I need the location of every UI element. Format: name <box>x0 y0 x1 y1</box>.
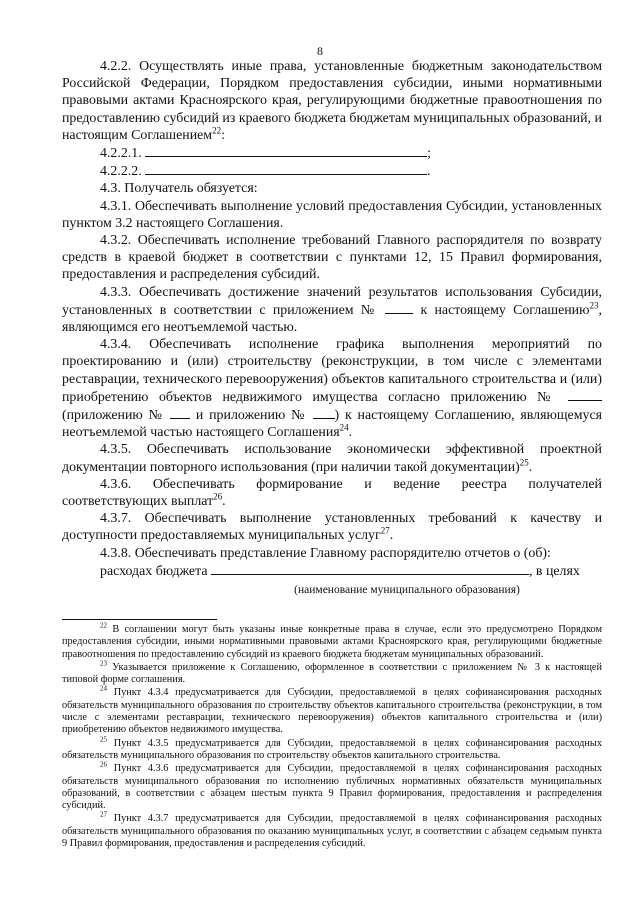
page-number: 8 <box>317 44 323 58</box>
blank-line <box>145 144 427 157</box>
footnote-divider <box>62 619 217 620</box>
clause-4-2-2: 4.2.2. Осуществлять иные права, установленные бюджетным законодательством Российской Федерации, Порядком предоставления субсидии, иными нормативными правовыми актами Красноярского края, регулирующими бюджетные правоотношения по предоставлению субсидий из краевого бюджета бюджетам муниципальных образований, и настоящим Соглашением$^{22}$: <box>62 59 602 143</box>
footnote-25: $^{25}$ Пункт 4.3.5 предусматривается для Субсидии, предоставляемой в целях софинансирования расходных обязательств муниципального образования по строительству объектов капитального строительства. <box>62 735 602 761</box>
footnote-24: $^{24}$ Пункт 4.3.4 предусматривается для Субсидии, предоставляемой в целях софинансирования расходных обязательств муниципального образования по строительству объектов капитального строительства (реконструкции, в том числе с элементами реставрации, технического перевооружения) объектов капитального строительства и (или) приобретению объектов недвижимого имущества. <box>62 685 602 736</box>
footnote-ref-22[interactable]: 22 <box>212 125 222 136</box>
blank-line <box>170 406 190 419</box>
footnote-26: $^{26}$ Пункт 4.3.6 предусматривается для Субсидии, предоставляемой в целях софинансирования расходных обязательств муниципального образования по исполнению публичных нормативных обязательств муниципальных образований, в соответствии с абзацем шестым пункта 9 Правил формирования, предоставления и распределения субсидий. <box>62 760 602 812</box>
footnote-ref-25[interactable]: 25 <box>519 457 529 468</box>
blank-line <box>385 301 413 314</box>
footnote-ref-24[interactable]: 24 <box>339 422 349 433</box>
clause-4-3-1: 4.3.1. Обеспечивать выполнение условий предоставления Субсидии, установленных пунктом 3.2 настоящего Соглашения. <box>62 198 602 231</box>
clause-4-3-2: 4.3.2. Обеспечивать исполнение требований Главного распорядителя по возврату средств в краевой бюджет в соответствии с пунктами 12, 15 Правил формирования, предоставления и распределения субсидий. <box>62 233 602 283</box>
footnote-27: $^{27}$ Пункт 4.3.7 предусматривается для Субсидии, предоставляемой в целях софинансирования расходных обязательств муниципального образования по оказанию муниципальных услуг, в соответствии с абзацем седьмым пункта 9 Правил формирования, предоставления и распределения субсидий. <box>62 811 602 850</box>
footnote-ref-23[interactable]: 23 <box>589 300 599 311</box>
field-caption: (наименование муниципального образования) <box>294 584 520 597</box>
clause-4-2-2-2: 4.2.2.2. . <box>100 164 431 180</box>
blank-line <box>568 388 602 401</box>
clause-4-3-3: 4.3.3. Обеспечивать достижение значений результатов использования Субсидии, установленных в соответствии с приложением № к настоящему Соглашению$^{23}$, являющимся его неотъемлемой частью. <box>62 284 602 336</box>
blank-line <box>313 406 335 419</box>
footnote-ref-26[interactable]: 26 <box>213 491 223 502</box>
clause-4-3-8: 4.3.8. Обеспечивать представление Главному распорядителю отчетов о (об): <box>100 545 551 561</box>
clause-4-2-2-1: 4.2.2.1. ; <box>100 146 432 162</box>
blank-line <box>145 162 427 175</box>
clause-4-3-6: 4.3.6. Обеспечивать формирование и ведение реестра получателей соответствующих выплат$^{26}$. <box>62 476 602 510</box>
clause-4-3: 4.3. Получатель обязуется: <box>100 181 258 197</box>
footnotes <box>62 621 603 851</box>
clause-4-3-5: 4.3.5. Обеспечивать использование экономически эффективной проектной документации повторного использования (при наличии такой документации)$^{25}$. <box>62 442 602 475</box>
document-body <box>62 58 602 599</box>
footnote-23: $^{23}$ Указывается приложение к Соглашению, оформленное в соответствии с приложением № 3 к настоящей типовой форме соглашения. <box>62 659 602 686</box>
clause-4-3-8-budget: расходах бюджета , в целях <box>100 563 580 579</box>
footnote-ref-27[interactable]: 27 <box>380 525 390 536</box>
clause-4-3-7: 4.3.7. Обеспечивать выполнение установленных требований к качеству и доступности предоставляемых муниципальных услуг$^{27}$. <box>62 511 602 544</box>
footnote-22: $^{22}$ В соглашении могут быть указаны иные конкретные права в случае, если это предусмотрено Порядком предоставления субсидии, иными нормативными правовыми актами Красноярского края, регулирующими бюджетные правоотношения по предоставлению субсидий из краевого бюджета бюджетам муниципальных образований. <box>62 621 603 660</box>
clause-4-3-4: 4.3.4. Обеспечивать исполнение графика выполнения мероприятий по проектированию и (или) строительству (реконструкции, в том числе с элементами реставрации, технического перевооружения) объектов капитального строительства и (или) приобретению объектов недвижимого имущества согласно приложению № (приложению № и приложению № ) к настоящему Соглашению, являющемуся неотъемлемой частью настоящего Соглашения$^{24}$. <box>62 337 602 441</box>
blank-line <box>211 562 529 575</box>
